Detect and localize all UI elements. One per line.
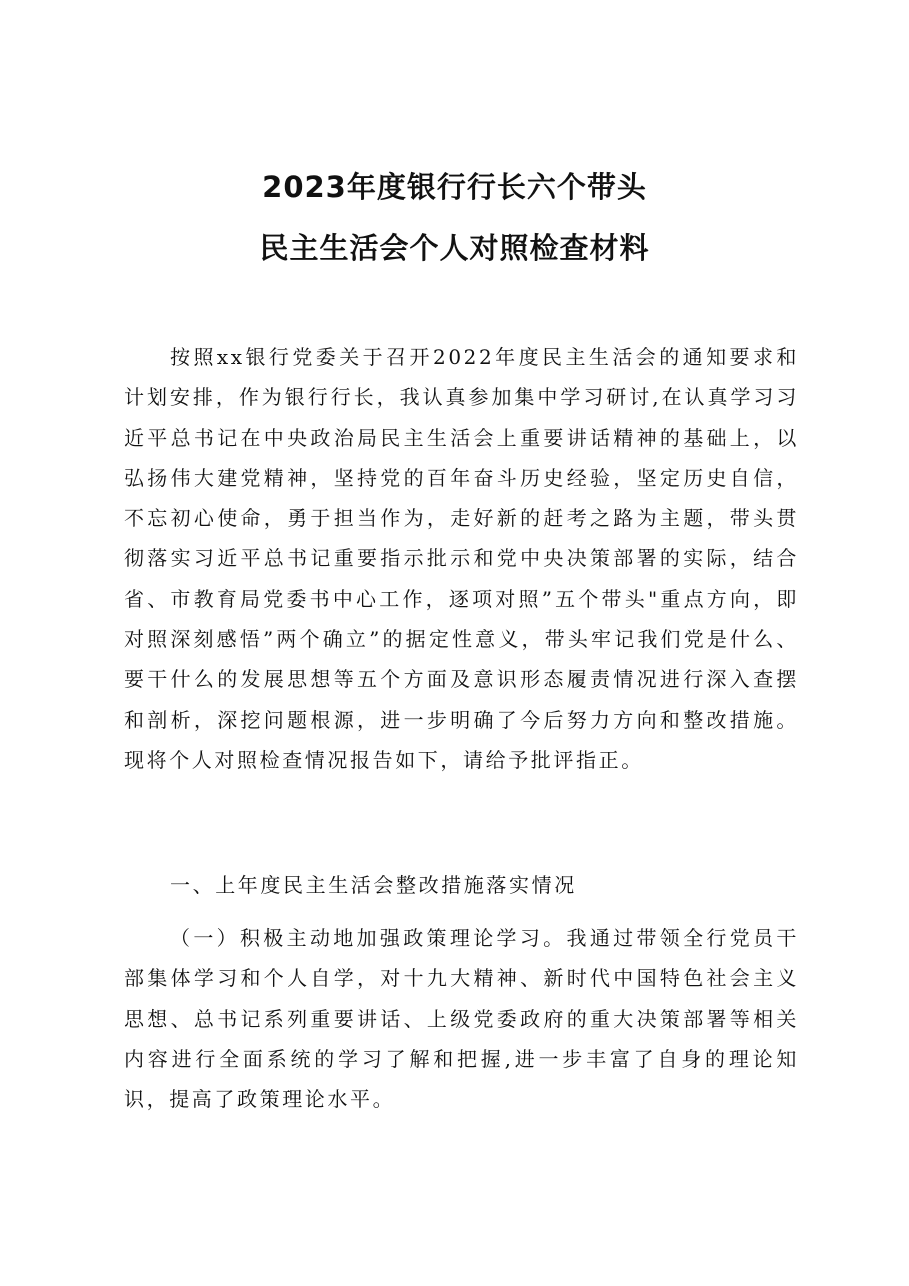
intro-paragraph: 按照xx银行党委关于召开2022年度民主生活会的通知要求和计划安排，作为银行行长，我认真参加集中学习研讨,在认真学习习近平总书记在中央政治局民主生活会上重要讲话精神的基础上，以弘扬伟大建党精神，坚持党的百年奋斗历史经验，坚定历史自信，不忘初心使命，勇于担当作为，走好新的赶考之路为主题，带头贯彻落实习近平总书记重要指示批示和党中央决策部署的实际，结合省、市教育局党委书中心工作，逐项对照”五个带头"重点方向，即对照深刻感悟”两个确立”的据定性意义，带头牢记我们党是什么、要干什么的发展思想等五个方面及意识形态履责情况进行深入查摆和剖析，深挖问题根源，进一步明确了今后努力方向和整改措施。现将个人对照检查情况报告如下，请给予批评指正。 <box>124 345 799 772</box>
document-title-line-1: 2023年度银行行长六个带头 <box>262 170 647 204</box>
document-title-line-2: 民主生活会个人对照检查材料 <box>259 231 650 265</box>
section-heading: 一、上年度民主生活会整改措施落实情况 <box>170 873 577 897</box>
section-paragraph: （一）积极主动地加强政策理论学习。我通过带领全行党员干部集体学习和个人自学，对十九大精神、新时代中国特色社会主义思想、总书记系列重要讲话、上级党委政府的重大决策部署等相关内容进行全面系统的学习了解和把握,进一步丰富了自身的理论知识，提高了政策理论水平。 <box>124 926 799 1112</box>
